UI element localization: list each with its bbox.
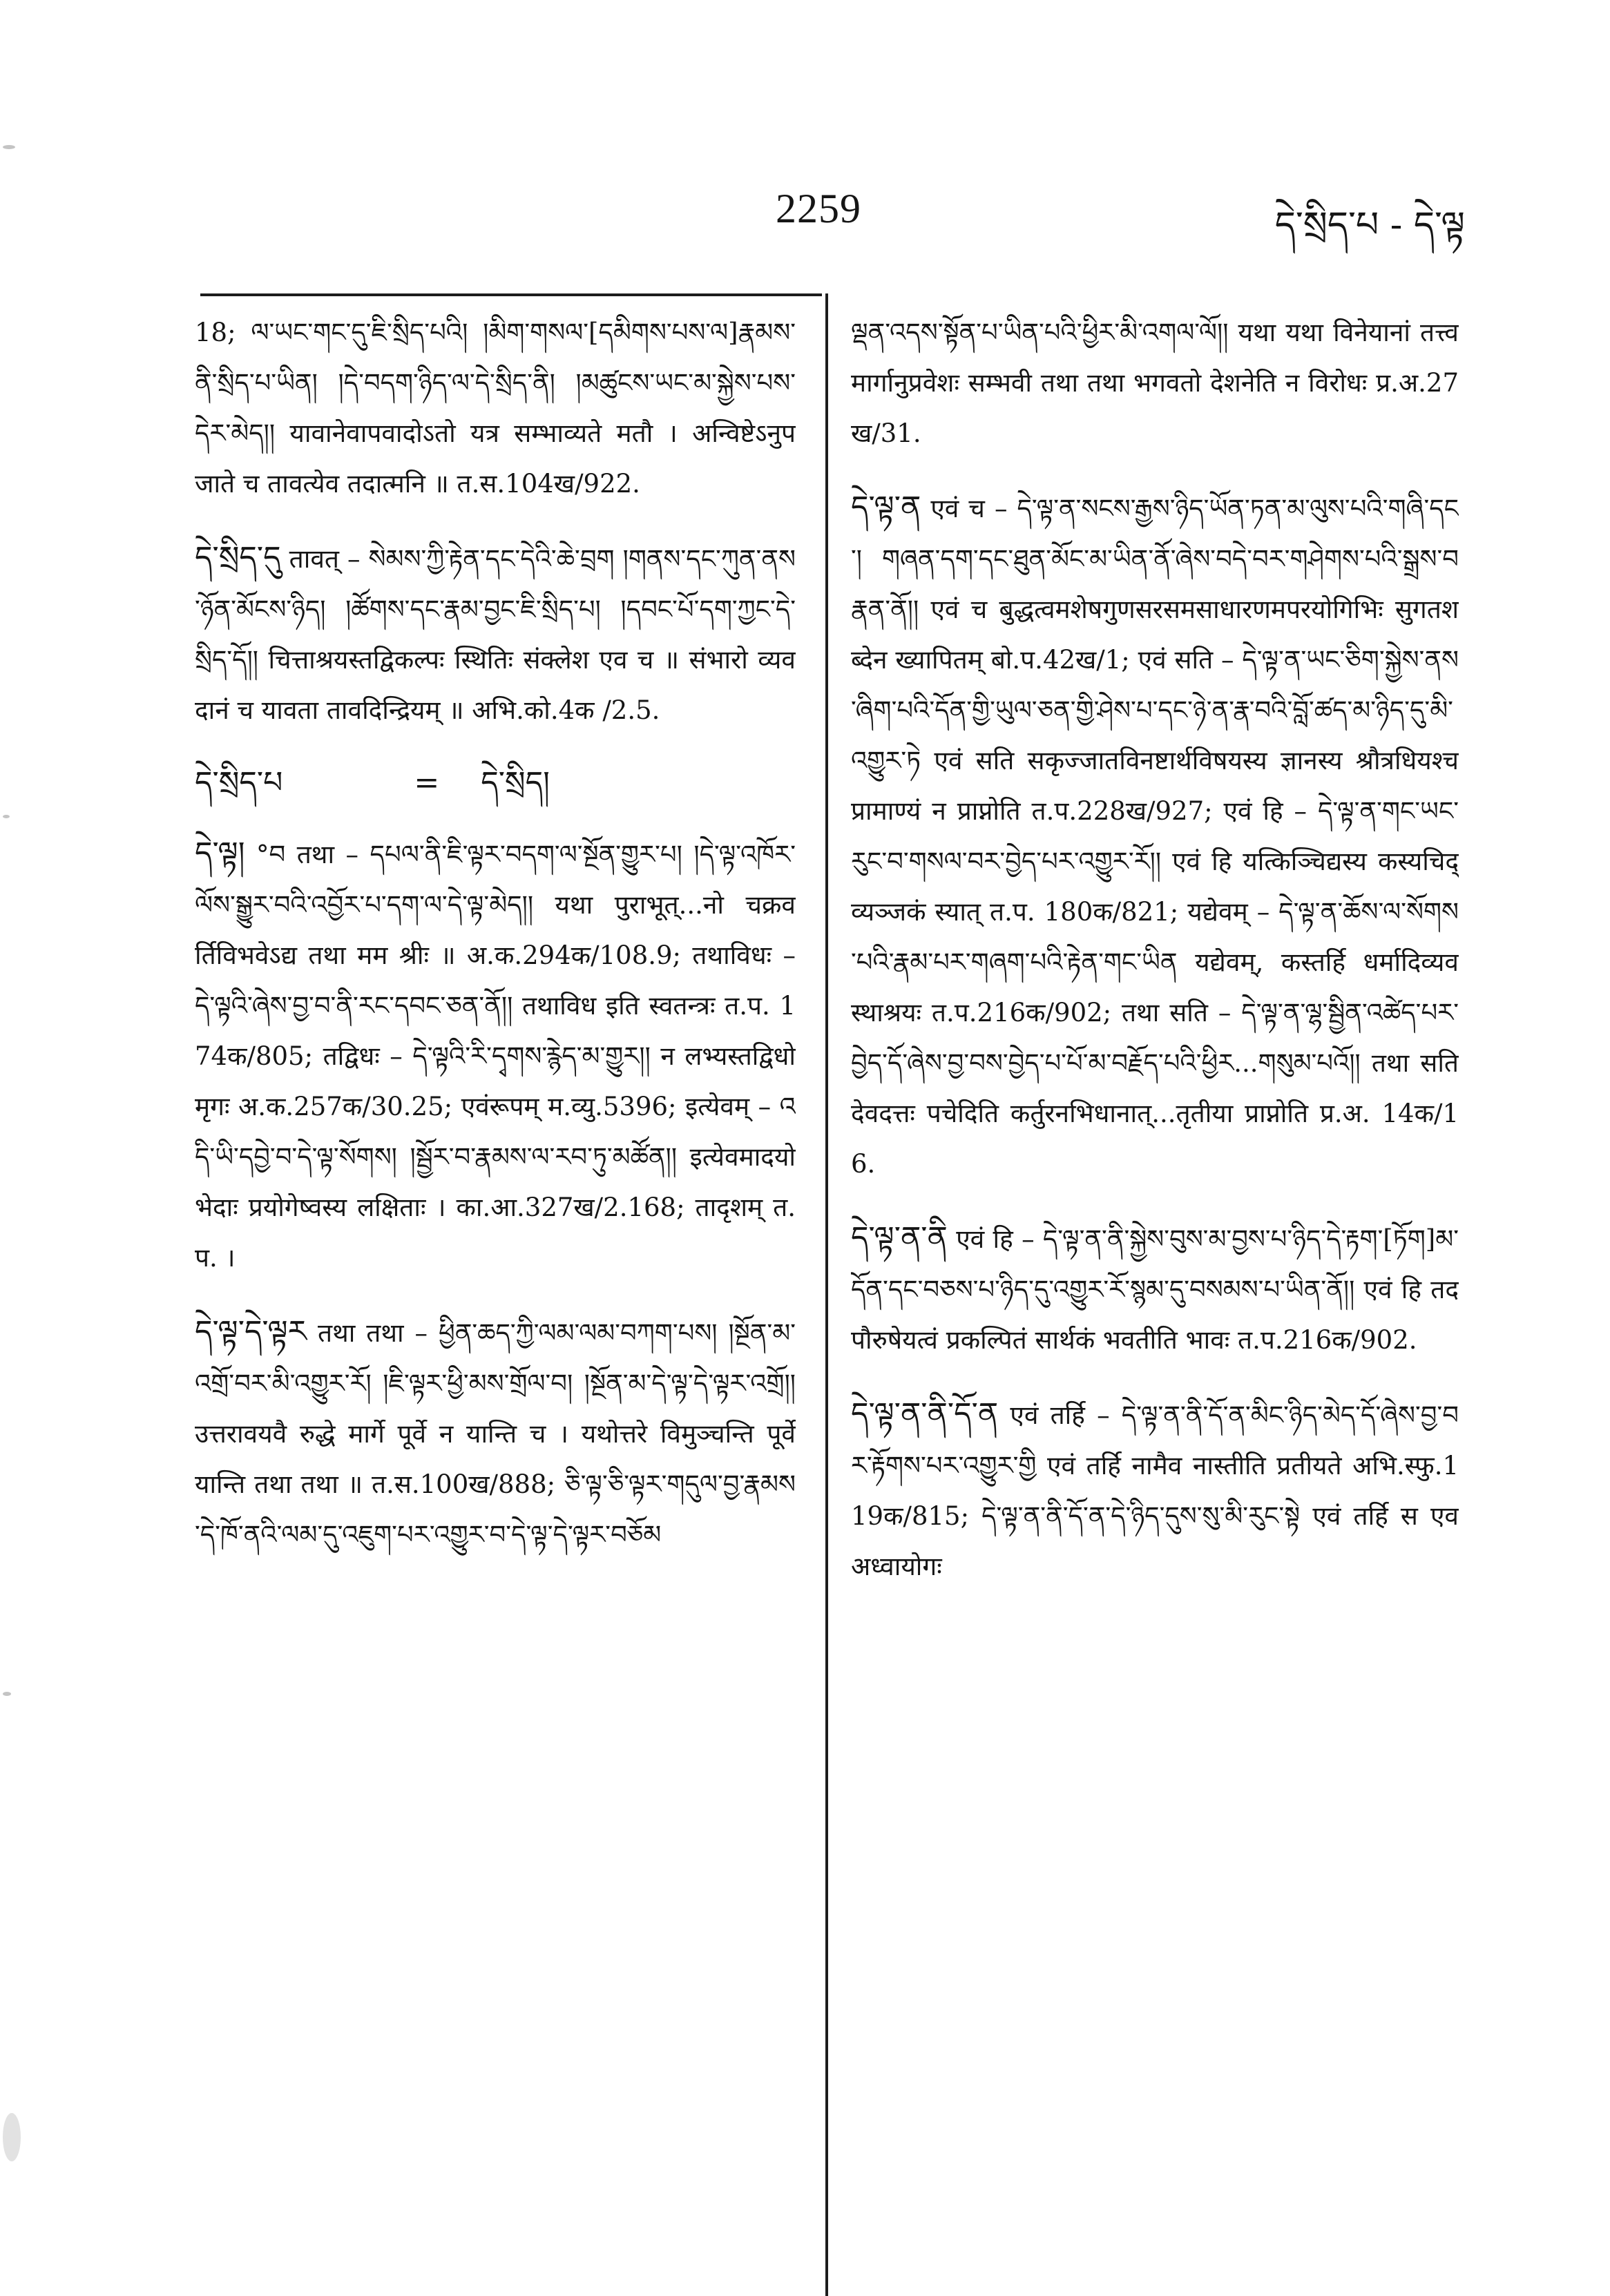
headword: དེ་ལྟ་ན་ནི <box>851 1220 948 1255</box>
entry-continued <box>195 307 796 509</box>
headword: དེ་ལྟ་ན <box>851 490 921 525</box>
column-divider <box>825 293 828 2296</box>
headword: དེ་སྲིད་པ <box>195 765 283 800</box>
scan-speck <box>3 815 10 818</box>
headword: དེ་ལྟ་དེ་ལྟར <box>195 1314 307 1349</box>
entry-body: ལྡན་འདས་སྟོན་པ་ཡིན་པའི་ཕྱིར་མི་འགལ་ལོ།། यथा यथा विनेयानां तत्त्वमार्गानुप्रवेशः सम्भवी तथा तथा भगवतो देशनेति न विरोधः प्र.अ.27ख/31. <box>851 318 1459 448</box>
entry-text <box>851 1389 1459 1592</box>
entry-body: °བ तथा – དཔལ་ནི་ཇི་ལྟར་བདག་ལ་སྔོན་གྱུར་པ། །དེ་ལྟ་འཁོར་ལོས་སྒྱུར་བའི་འབྱོར་པ་དག་ལ་དེ་ལྟ་མེད།། यथा पुराभूत्...नो चक्रवर्तिविभवेऽद्य तथा मम श्रीः ॥ अ.क.294क/108.9; तथाविधः – དེ་ལྟའི་ཞེས་བྱ་བ་ནི་རང་དབང་ཅན་ནོ།། तथाविध इति स्वतन्त्रः त.प. 174क/805; तद्विधः – དེ་ལྟའི་རི་དྭགས་རྙེད་མ་གྱུར།། न लभ्यस्तद्विधो मृगः अ.क.257क/30.25; एवंरूपम् म.व्यु.5396; इत्येवम् – འདི་ཡི་དབྱེ་བ་དེ་ལྟ་སོགས། །སྦྱོར་བ་རྣམས་ལ་རབ་ཏུ་མཚོན།། इत्येवमादयो भेदाः प्रयोगेष्वस्य लक्षिताः । का.आ.327ख/2.168; तादृशम् त.प. । <box>195 840 796 1273</box>
scan-edge-shadow <box>3 2113 21 2161</box>
entry-text <box>851 307 1459 459</box>
scan-speck <box>3 1692 11 1696</box>
entry-text <box>195 1306 796 1560</box>
cross-reference <box>195 759 796 807</box>
headword: དེ་ལྟ། <box>195 836 245 871</box>
left-column <box>195 307 796 1583</box>
entry-body: तथा तथा – ཕྱིན་ཆད་ཀྱི་ལམ་ལམ་བཀག་པས། །སྔོན་མ་འགྲོ་བར་མི་འགྱུར་རོ། །ཇི་ལྟར་ཕྱི་མས་གྲོལ་བ། །སྔོན་མ་དེ་ལྟ་དེ་ལྟར་འགྲོ།། उत्तरावयवै रुद्धे मार्गे पूर्वे न यान्ति च । यथोत्तरे विमुञ्चन्ति पूर्वे यान्ति तथा तथा ॥ त.स.100ख/888; ཅི་ལྟ་ཅི་ལྟར་གདུལ་བྱ་རྣམས་དེ་ཁོ་ནའི་ལམ་དུ་འཇུག་པར་འགྱུར་བ་དེ་ལྟ་དེ་ལྟར་བཅོམ <box>195 1318 796 1550</box>
top-rule <box>200 293 822 296</box>
headword: དེ་སྲིད་དུ <box>195 540 281 575</box>
entry-de-lta-de-ltar <box>195 1306 796 1560</box>
equals-sign: = <box>414 765 440 800</box>
running-head: དེ་སྲིད་པ - དེ་ལྟ <box>1274 204 1465 246</box>
entry-de-lta-na-ni <box>851 1213 1459 1365</box>
entry-text <box>851 1213 1459 1365</box>
entry-body: 18; ལ་ཡང་གང་དུ་ཇི་སྲིད་པའི། །མིག་གསལ་[དམིགས་པས་ལ]རྣམས་ནི་སྲིད་པ་ཡིན། །དེ་བདག་ཉིད་ལ་དེ་སྲིད་ནི། །མཚུངས་ཡང་མ་སྐྱེས་པས་དེར་མེད།། यावानेवापवादोऽतो यत्र सम्भाव्यते मतौ । अन्विष्टेऽनुपजाते च तावत्येव तदात्मनि ॥ त.स.104ख/922. <box>195 318 796 499</box>
headword: དེ་ལྟ་ན་ནི་དོ་ན <box>851 1396 999 1431</box>
entry-text <box>195 307 796 509</box>
scan-speck <box>3 145 15 149</box>
entry-de-lta-na-ni-do-na <box>851 1389 1459 1592</box>
right-column <box>851 307 1459 1615</box>
entry-text <box>195 828 796 1283</box>
entry-text <box>195 532 796 735</box>
entry-body: तावत् – སེམས་ཀྱི་རྟེན་དང་དེའི་ཆེ་བྲག །གནས་དང་ཀུན་ནས་ཉོན་མོངས་ཉིད། །ཚོགས་དང་རྣམ་བྱང་ཇི་སྲིད་པ། །དབང་པོ་དག་ཀྱང་དེ་སྲིད་དོ།། चित्ताश्रयस्तद्विकल्पः स्थितिः संक्लेश एव च ॥ संभारो व्यवदानं च यावता तावदिन्द्रियम् ॥ अभि.को.4क /2.5. <box>195 544 796 725</box>
entry-body: एवं च – དེ་ལྟ་ན་སངས་རྒྱས་ཉིད་ཡོན་ཏན་མ་ལུས་པའི་གཞི་དང་། གཞན་དག་དང་ཐུན་མོང་མ་ཡིན་ནོ་ཞེས་བདེ་བར་གཤེགས་པའི་སྒྲས་བརྣན་ནོ།། एवं च बुद्धत्वमशेषगुणसरसमसाधारणमपरयोगिभिः सुगतशब्देन ख्यापितम् बो.प.42ख/1; एवं सति – དེ་ལྟ་ན་ཡང་ཅིག་སྐྱེས་ནས་ཞིག་པའི་དོན་གྱི་ཡུལ་ཅན་གྱི་ཤེས་པ་དང་ཉེ་ན་རྣ་བའི་བློ་ཚད་མ་ཉིད་དུ་མི་འགྱུར་ཏེ एवं सति सकृज्जातविनष्टार्थविषयस्य ज्ञानस्य श्रौत्रधियश्च प्रामाण्यं न प्राप्नोति त.प.228ख/927; एवं हि – དེ་ལྟ་ན་གང་ཡང་རུང་བ་གསལ་བར་བྱེད་པར་འགྱུར་རོ།། एवं हि यत्किञ्चिद्यस्य कस्यचिद् व्यञ्जकं स्यात् त.प. 180क/821; यद्येवम् – དེ་ལྟ་ན་ཆོས་ལ་སོགས་པའི་རྣམ་པར་གཞག་པའི་རྟེན་གང་ཡིན यद्येवम्, कस्तर्हि धर्मादिव्यवस्थाश्रयः त.प.216क/902; तथा सति – དེ་ལྟ་ན་ལྷ་སྦྱིན་འཚེད་པར་བྱེད་དོ་ཞེས་བྱ་བས་བྱེད་པ་པོ་མ་བརྗོད་པའི་ཕྱིར...གསུམ་པའོ།། तथा सति देवदत्तः पचेदिति कर्तुरनभिधानात्...तृतीया प्राप्नोति प्र.अ. 14क/16. <box>851 494 1459 1179</box>
entry-de-srid-du <box>195 532 796 735</box>
page-number: 2259 <box>776 186 861 231</box>
entry-de-lta <box>195 828 796 1283</box>
entry-body: एवं हि – དེ་ལྟ་ན་ནི་སྐྱེས་བུས་མ་བྱས་པ་ཉིད་དེ་རྟག་[ཏོག]མ་དོན་དང་བཅས་པ་ཉིད་དུ་འགྱུར་རོ་སྙམ་དུ་བསམས་པ་ཡིན་ནོ།། एवं हि तदपौरुषेयत्वं प्रकल्पितं सार्थकं भवतीति भावः त.प.216क/902. <box>851 1224 1459 1355</box>
entry-text <box>851 482 1459 1189</box>
cross-ref-target: དེ་སྲིད། <box>481 765 550 800</box>
entry-body: एवं तर्हि – དེ་ལྟ་ན་ནི་དོ་ན་མིང་ཉིད་མེད་དོ་ཞེས་བྱ་བར་རྟོགས་པར་འགྱུར་གྱི एवं तर्हि नामैव नास्तीति प्रतीयते अभि.स्फु.119क/815; དེ་ལྟ་ན་ནི་དོ་ན་དེ་ཉིད་དུས་སུ་མི་རུང་སྟེ एवं तर्हि स एव अध्वायोगः <box>851 1400 1459 1581</box>
entry-continued <box>851 307 1459 459</box>
entry-de-lta-na <box>851 482 1459 1189</box>
